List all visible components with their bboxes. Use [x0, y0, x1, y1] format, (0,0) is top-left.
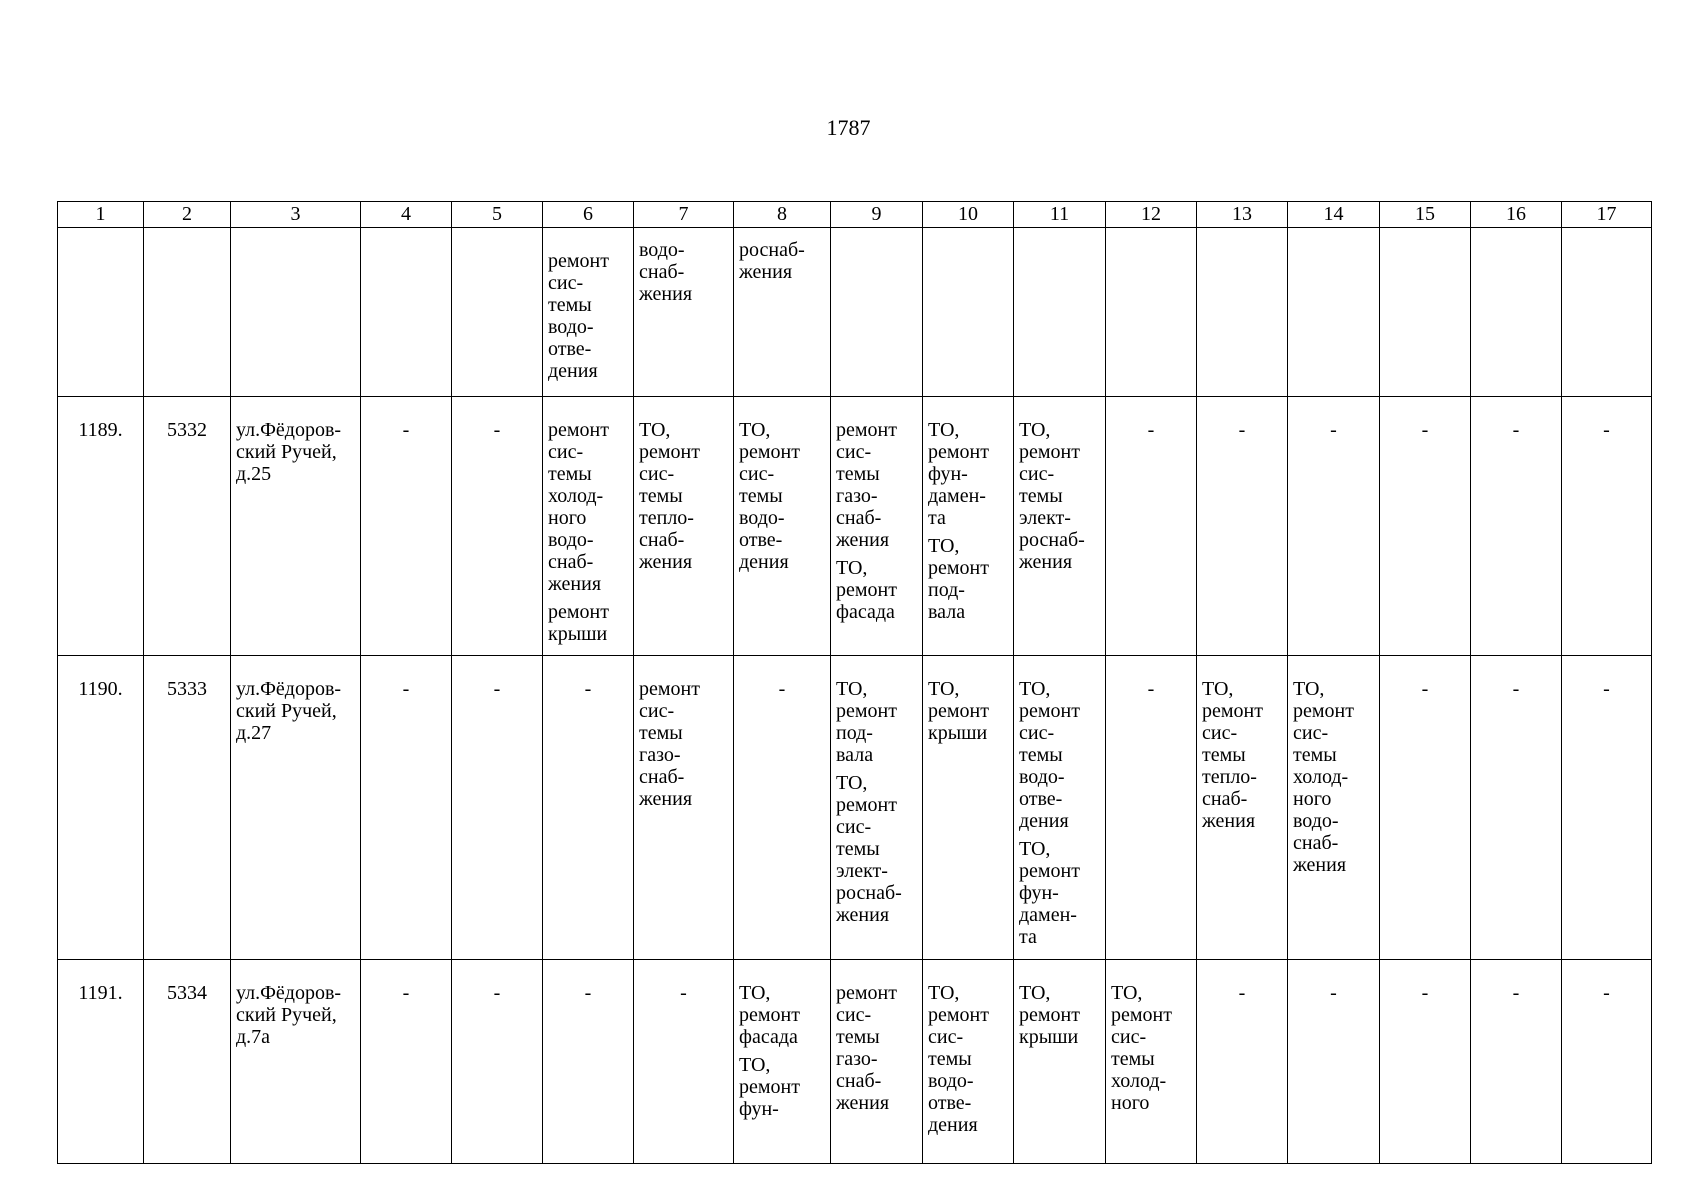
- table-cell-col-1: [58, 228, 144, 397]
- table-cell-col-11: [1014, 228, 1106, 397]
- table-cell-col-16: -: [1471, 960, 1562, 1164]
- table-cell-col-7: [634, 228, 734, 397]
- table-cell-col-8: -: [734, 656, 831, 960]
- continuation-row: [58, 228, 1652, 397]
- table-cell-col-7: [634, 397, 734, 656]
- cell-paragraph: ТО, ремонт сис- темы водо- отве- дения: [1019, 678, 1080, 832]
- table-cell-col-8: [734, 960, 831, 1164]
- table-cell-col-10: [923, 960, 1014, 1164]
- cell-paragraph: ТО, ремонт сис- темы тепло- снаб- жения: [1202, 678, 1263, 832]
- table-cell-col-10: [923, 656, 1014, 960]
- cell-paragraph: ремонт крыши: [548, 601, 609, 645]
- cell-paragraph: роснаб- жения: [739, 239, 805, 283]
- table-cell-col-16: [1471, 228, 1562, 397]
- column-number-header-row: [58, 202, 1652, 228]
- cell-paragraph: ремонт сис- темы холод- ного водо- снаб- жения: [548, 419, 609, 595]
- table-cell-col-8: [734, 397, 831, 656]
- column-header-12: 12: [1106, 202, 1197, 228]
- row-number-cell: 1190.: [58, 656, 144, 960]
- table-cell-col-5: -: [452, 397, 543, 656]
- column-header-16: 16: [1471, 202, 1562, 228]
- cell-paragraph: ТО, ремонт фасада: [739, 982, 800, 1048]
- table-cell-col-9: [831, 656, 923, 960]
- table-cell-col-11: [1014, 960, 1106, 1164]
- cell-paragraph: ТО, ремонт под- вала: [928, 535, 989, 623]
- column-header-4: 4: [361, 202, 452, 228]
- cell-paragraph: ТО, ремонт фун- дамен- та: [928, 419, 989, 529]
- table-cell-col-17: -: [1562, 397, 1652, 656]
- table-cell-col-4: -: [361, 960, 452, 1164]
- table-cell-col-11: [1014, 397, 1106, 656]
- table-cell-col-11: [1014, 656, 1106, 960]
- table-cell-col-5: [452, 228, 543, 397]
- table-cell-col-13: [1197, 656, 1288, 960]
- row-number-cell: 1189.: [58, 397, 144, 656]
- table-cell-col-4: -: [361, 656, 452, 960]
- table-row: [58, 960, 1652, 1164]
- building-code-cell: 5333: [144, 656, 231, 960]
- cell-paragraph: ТО, ремонт фун- дамен- та: [1019, 838, 1080, 948]
- column-header-6: 6: [543, 202, 634, 228]
- address-cell: ул.Фёдоров- ский Ручей, д.27: [231, 656, 361, 960]
- row-number-cell: 1191.: [58, 960, 144, 1164]
- cell-paragraph: ТО, ремонт сис- темы тепло- снаб- жения: [639, 419, 700, 573]
- table-cell-col-15: -: [1380, 397, 1471, 656]
- table-cell-col-15: -: [1380, 656, 1471, 960]
- column-header-9: 9: [831, 202, 923, 228]
- column-header-8: 8: [734, 202, 831, 228]
- cell-paragraph: ТО, ремонт под- вала: [836, 678, 897, 766]
- table-cell-col-16: -: [1471, 656, 1562, 960]
- cell-paragraph: ТО, ремонт фун-: [739, 1054, 800, 1120]
- table-row: [58, 397, 1652, 656]
- table-cell-col-6: -: [543, 656, 634, 960]
- table-cell-col-14: [1288, 656, 1380, 960]
- cell-paragraph: ТО, ремонт сис- темы холод- ного: [1111, 982, 1172, 1114]
- table-cell-col-7: -: [634, 960, 734, 1164]
- table-cell-col-13: -: [1197, 397, 1288, 656]
- table-cell-col-9: [831, 960, 923, 1164]
- table-cell-col-15: -: [1380, 960, 1471, 1164]
- table-cell-col-7: [634, 656, 734, 960]
- column-header-14: 14: [1288, 202, 1380, 228]
- page-number: 1787: [826, 115, 871, 140]
- table-cell-col-17: [1562, 228, 1652, 397]
- column-header-3: 3: [231, 202, 361, 228]
- table-cell-col-14: -: [1288, 397, 1380, 656]
- table-cell-col-12: [1106, 228, 1197, 397]
- cell-paragraph: ТО, ремонт сис- темы водо- отве- дения: [739, 419, 800, 573]
- cell-paragraph: ремонт сис- темы водо- отве- дения: [548, 250, 609, 382]
- table-cell-col-9: [831, 397, 923, 656]
- column-header-13: 13: [1197, 202, 1288, 228]
- table-cell-col-15: [1380, 228, 1471, 397]
- table-cell-col-14: -: [1288, 960, 1380, 1164]
- column-header-5: 5: [452, 202, 543, 228]
- building-code-cell: 5332: [144, 397, 231, 656]
- cell-paragraph: ТО, ремонт сис- темы водо- отве- дения: [928, 982, 989, 1136]
- column-header-7: 7: [634, 202, 734, 228]
- table-cell-col-14: [1288, 228, 1380, 397]
- table-cell-col-12: [1106, 960, 1197, 1164]
- cell-paragraph: ремонт сис- темы газо- снаб- жения: [836, 419, 897, 551]
- table-cell-col-5: -: [452, 960, 543, 1164]
- cell-paragraph: ремонт сис- темы газо- снаб- жения: [639, 678, 700, 810]
- table-cell-col-2: [144, 228, 231, 397]
- table-cell-col-9: [831, 228, 923, 397]
- cell-paragraph: ТО, ремонт крыши: [1019, 982, 1080, 1048]
- column-header-11: 11: [1014, 202, 1106, 228]
- table-cell-col-12: -: [1106, 397, 1197, 656]
- table-cell-col-6: [543, 397, 634, 656]
- address-cell: ул.Фёдоров- ский Ручей, д.7а: [231, 960, 361, 1164]
- table-cell-col-6: [543, 228, 634, 397]
- cell-paragraph: ТО, ремонт сис- темы холод- ного водо- снаб- жения: [1293, 678, 1354, 876]
- cell-paragraph: ТО, ремонт фасада: [836, 557, 897, 623]
- cell-paragraph: ТО, ремонт сис- темы элект- роснаб- жения: [836, 772, 902, 926]
- repair-schedule-table: [57, 201, 1652, 1164]
- table-cell-col-16: -: [1471, 397, 1562, 656]
- table-cell-col-3: [231, 228, 361, 397]
- table-cell-col-8: [734, 228, 831, 397]
- column-header-17: 17: [1562, 202, 1652, 228]
- table-cell-col-10: [923, 397, 1014, 656]
- table-cell-col-13: -: [1197, 960, 1288, 1164]
- cell-paragraph: ремонт сис- темы газо- снаб- жения: [836, 982, 897, 1114]
- table-cell-col-17: -: [1562, 960, 1652, 1164]
- column-header-1: 1: [58, 202, 144, 228]
- column-header-2: 2: [144, 202, 231, 228]
- cell-paragraph: ТО, ремонт сис- темы элект- роснаб- жения: [1019, 419, 1085, 573]
- table-cell-col-4: -: [361, 397, 452, 656]
- table-cell-col-13: [1197, 228, 1288, 397]
- table-cell-col-5: -: [452, 656, 543, 960]
- table-cell-col-4: [361, 228, 452, 397]
- column-header-15: 15: [1380, 202, 1471, 228]
- table-cell-col-10: [923, 228, 1014, 397]
- cell-paragraph: водо- снаб- жения: [639, 239, 693, 305]
- table-cell-col-17: -: [1562, 656, 1652, 960]
- column-header-10: 10: [923, 202, 1014, 228]
- table-cell-col-6: -: [543, 960, 634, 1164]
- table-cell-col-12: -: [1106, 656, 1197, 960]
- cell-paragraph: ТО, ремонт крыши: [928, 678, 989, 744]
- address-cell: ул.Фёдоров- ский Ручей, д.25: [231, 397, 361, 656]
- table-row: [58, 656, 1652, 960]
- building-code-cell: 5334: [144, 960, 231, 1164]
